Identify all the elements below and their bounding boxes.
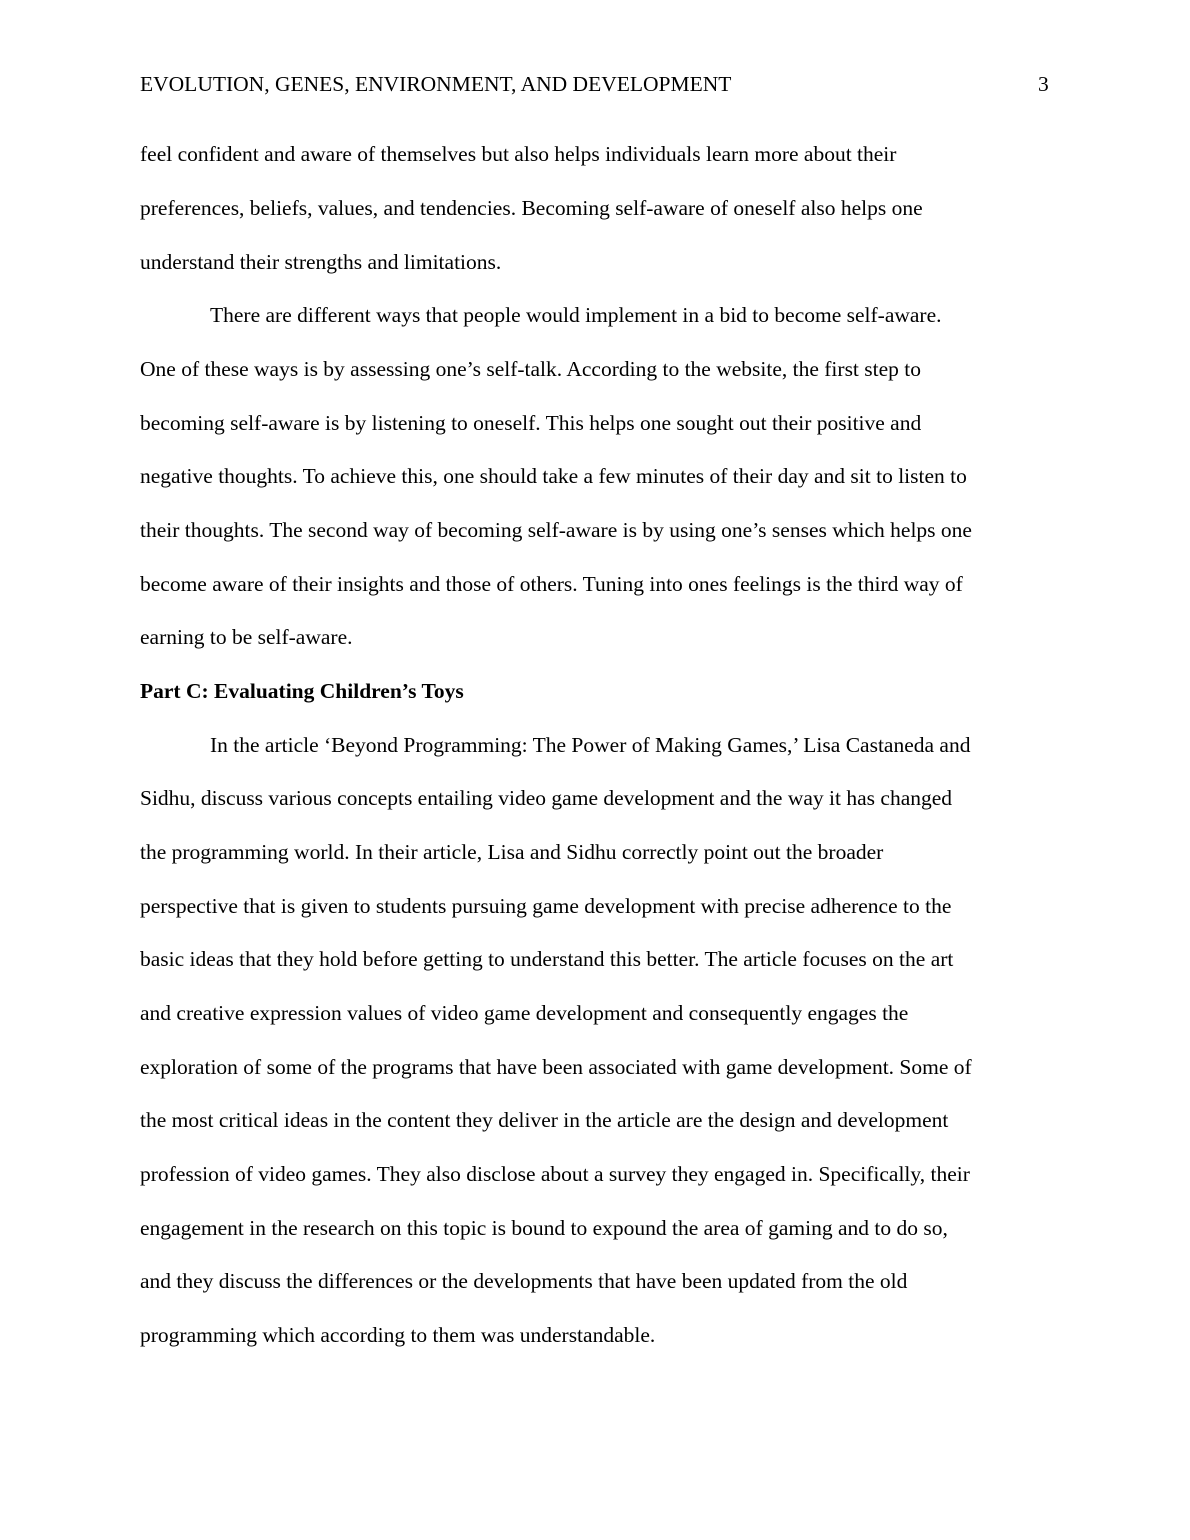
paragraph-line: Sidhu, discuss various concepts entailing video game development and the way it has changed xyxy=(140,786,953,810)
paragraph-line: engagement in the research on this topic is bound to expound the area of gaming and to do so, xyxy=(140,1216,948,1240)
paragraph-line: preferences, beliefs, values, and tendencies. Becoming self-aware of oneself also helps one xyxy=(140,196,923,220)
paragraph-line: programming which according to them was understandable. xyxy=(140,1323,656,1347)
paragraph-line: profession of video games. They also disclose about a survey they engaged in. Specifically, their xyxy=(140,1162,970,1186)
paragraph-line: basic ideas that they hold before getting to understand this better. The article focuses on the art xyxy=(140,947,954,971)
paragraph-line: earning to be self-aware. xyxy=(140,625,353,649)
paragraph-line: and creative expression values of video game development and consequently engages the xyxy=(140,1001,909,1025)
paragraph-line: and they discuss the differences or the developments that have been updated from the old xyxy=(140,1269,908,1293)
running-head: EVOLUTION, GENES, ENVIRONMENT, AND DEVELOPMENT xyxy=(140,72,732,96)
paragraph-line: There are different ways that people would implement in a bid to become self-aware. xyxy=(210,303,942,327)
paragraph-line: perspective that is given to students pursuing game development with precise adherence to the xyxy=(140,894,952,918)
paragraph-line: becoming self-aware is by listening to oneself. This helps one sought out their positive and xyxy=(140,411,922,435)
paragraph-line: the most critical ideas in the content they deliver in the article are the design and development xyxy=(140,1108,949,1132)
paragraph-line: One of these ways is by assessing one’s self-talk. According to the website, the first step to xyxy=(140,357,922,381)
paragraph-line: exploration of some of the programs that have been associated with game development. Some of xyxy=(140,1055,972,1079)
paragraph-line: In the article ‘Beyond Programming: The Power of Making Games,’ Lisa Castaneda and xyxy=(210,733,971,757)
paragraph-line: negative thoughts. To achieve this, one should take a few minutes of their day and sit to listen to xyxy=(140,464,967,488)
page-number: 3 xyxy=(1038,72,1049,96)
paragraph-line: become aware of their insights and those of others. Tuning into ones feelings is the third way of xyxy=(140,572,963,596)
paragraph-line: their thoughts. The second way of becoming self-aware is by using one’s senses which helps one xyxy=(140,518,972,542)
paragraph-line: the programming world. In their article, Lisa and Sidhu correctly point out the broader xyxy=(140,840,884,864)
section-heading: Part C: Evaluating Children’s Toys xyxy=(140,679,464,703)
paragraph-line: understand their strengths and limitations. xyxy=(140,250,502,274)
paragraph-line: feel confident and aware of themselves but also helps individuals learn more about their xyxy=(140,142,897,166)
